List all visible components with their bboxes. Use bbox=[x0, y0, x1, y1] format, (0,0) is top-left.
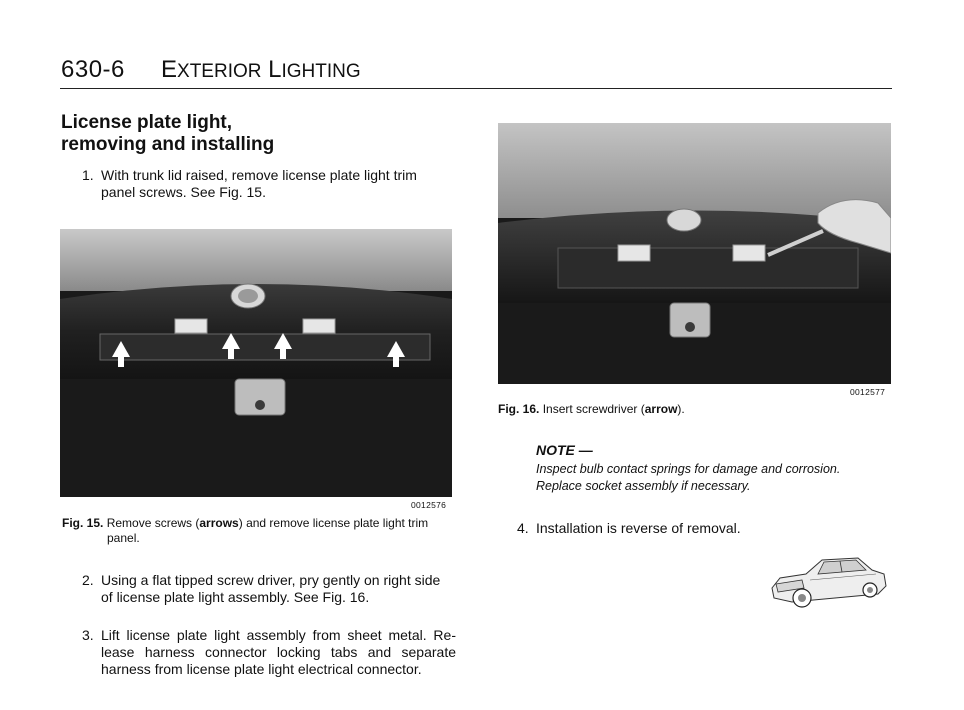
note-text: Inspect bulb contact springs for damage and corrosion. Replace socket assembly if necessary. bbox=[536, 462, 841, 493]
fig-15-caption: Fig. 15. Remove screws (arrows) and remove license plate light trim panel. bbox=[62, 516, 429, 545]
fig-15-number: 0012576 bbox=[411, 500, 447, 510]
step-1: 1. With trunk lid raised, remove license plate light trim panel screws. See Fig. 15. bbox=[82, 167, 456, 203]
section-number: 630-6 bbox=[61, 56, 125, 83]
car-icon bbox=[766, 550, 890, 612]
step-2: 2. Using a flat tipped screw driver, pry gently on right side of license plate light assembly. See Fig. 16. bbox=[82, 572, 441, 605]
fig-16-number: 0012577 bbox=[850, 387, 886, 397]
note-title: NOTE — bbox=[536, 442, 593, 458]
fig-16-photo bbox=[498, 123, 891, 384]
fig-16-caption: Fig. 16. Insert screwdriver (arrow). bbox=[498, 402, 685, 416]
step-4: 4. Installation is reverse of removal. bbox=[517, 520, 741, 536]
procedure-heading: License plate light, removing and installing bbox=[61, 112, 275, 155]
fig-15-photo bbox=[60, 229, 452, 497]
step-3: 3. Lift license plate light assembly from sheet metal. Re- lease harness connector locking tabs and separate harness from license plate light electrical connector. bbox=[82, 627, 456, 677]
section-title: EXTERIOR LIGHTING bbox=[161, 56, 361, 83]
step-1-line-2: panel screws. See Fig. 15. bbox=[101, 184, 266, 200]
header-rule bbox=[60, 88, 892, 89]
step-1-line-1: With trunk lid raised, remove license plate light trim bbox=[101, 167, 417, 183]
